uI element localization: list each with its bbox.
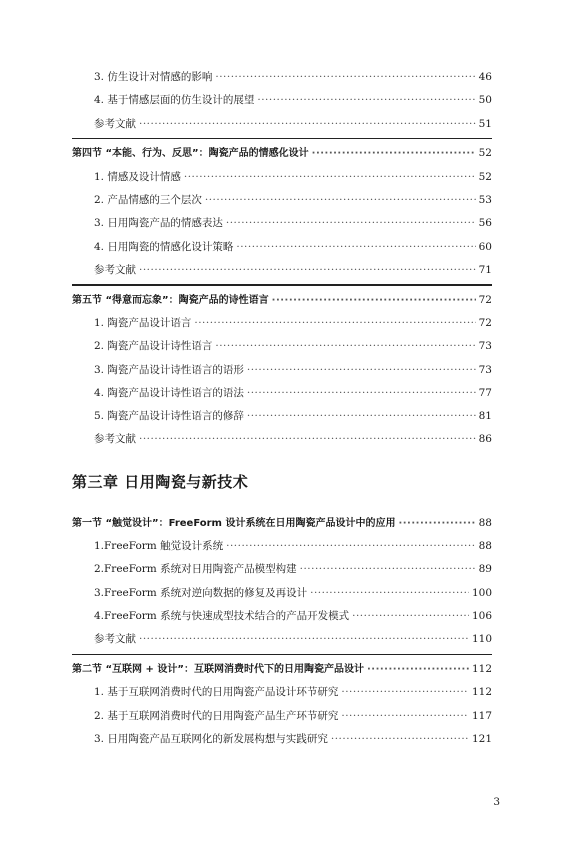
chapter-heading: 第三章 日用陶瓷与新技术 xyxy=(72,472,249,491)
toc-entry xyxy=(72,113,492,136)
toc-entry xyxy=(72,428,492,451)
toc-entry-title: 4.FreeForm 系统与快速成型技术结合的产品开发模式 xyxy=(94,609,350,622)
dot-leader xyxy=(236,236,475,259)
dot-leader xyxy=(247,405,476,428)
toc-page-number: 51 xyxy=(478,117,492,130)
dot-leader xyxy=(226,212,476,235)
toc-page-number: 117 xyxy=(471,709,492,722)
toc-page-number: 60 xyxy=(478,240,492,253)
toc-page-number: 46 xyxy=(478,71,492,83)
page-number: 3 xyxy=(493,796,500,808)
toc-entry xyxy=(72,681,492,704)
toc-entry-title: 第一节 “触觉设计”：FreeForm 设计系统在日用陶瓷产品设计中的应用 xyxy=(72,517,396,529)
toc-page-number: 112 xyxy=(471,686,492,699)
dot-leader xyxy=(194,312,475,335)
toc-entry-title: 4. 基于情感层面的仿生设计的展望 xyxy=(94,94,255,107)
toc-entry-title: 第二节 “互联网 + 设计”：互联网消费时代下的日用陶瓷产品设计 xyxy=(72,664,364,676)
dot-leader xyxy=(139,113,476,136)
toc-section-heading xyxy=(72,658,492,681)
toc-entry xyxy=(72,605,492,628)
toc-entry-title: 4. 陶瓷产品设计诗性语言的语法 xyxy=(94,386,244,399)
dot-leader xyxy=(257,89,475,112)
toc-entry-title: 参考文献 xyxy=(94,263,136,276)
dot-leader xyxy=(367,658,469,681)
toc-entry xyxy=(72,382,492,405)
dot-leader xyxy=(247,382,476,405)
toc-entry-title: 3. 仿生设计对情感的影响 xyxy=(94,71,213,83)
toc-page-number: 100 xyxy=(471,586,492,599)
toc-entry xyxy=(72,728,492,751)
toc-page-number: 52 xyxy=(478,170,492,183)
toc-block-4 xyxy=(72,512,492,652)
toc-section-heading xyxy=(72,142,492,165)
toc-entry-title: 2.FreeForm 系统对日用陶瓷产品模型构建 xyxy=(94,563,297,576)
toc-block-5 xyxy=(72,658,492,751)
dot-leader xyxy=(312,142,476,165)
dot-leader xyxy=(139,628,469,651)
toc-entry-title: 4. 日用陶瓷的情感化设计策略 xyxy=(94,240,234,253)
dot-leader xyxy=(205,189,476,212)
toc-entry-title: 参考文献 xyxy=(94,633,136,646)
toc-entry xyxy=(72,259,492,282)
toc-page-number: 89 xyxy=(478,563,492,576)
toc-entry xyxy=(72,189,492,212)
toc-block-3 xyxy=(72,289,492,452)
toc-section-heading xyxy=(72,289,492,312)
dot-leader xyxy=(215,66,475,89)
toc-entry-title: 1. 陶瓷产品设计语言 xyxy=(94,316,192,329)
dot-leader xyxy=(310,582,469,605)
toc-entry xyxy=(72,236,492,259)
dot-leader xyxy=(184,166,476,189)
toc-entry-title: 参考文献 xyxy=(94,433,136,446)
toc-page-number: 121 xyxy=(471,732,492,745)
toc-page-number: 71 xyxy=(478,263,492,276)
toc-page-number: 72 xyxy=(478,293,492,306)
toc-entry xyxy=(72,359,492,382)
toc-page-number: 77 xyxy=(478,386,492,399)
toc-page-number: 81 xyxy=(478,410,492,423)
toc-page-number: 53 xyxy=(478,193,492,206)
toc-entry xyxy=(72,705,492,728)
toc-entry-title: 1.FreeForm 触觉设计系统 xyxy=(94,540,224,553)
dot-leader xyxy=(272,289,476,312)
toc-page-number: 50 xyxy=(478,94,492,107)
dot-leader xyxy=(331,728,469,751)
toc-block-1 xyxy=(72,66,492,136)
toc-entry xyxy=(72,535,492,558)
dot-leader xyxy=(341,705,469,728)
toc-entry xyxy=(72,582,492,605)
toc-entry xyxy=(72,312,492,335)
toc-entry-title: 3. 陶瓷产品设计诗性语言的语形 xyxy=(94,363,244,376)
dot-leader xyxy=(247,359,476,382)
dot-leader xyxy=(300,558,476,581)
toc-entry-title: 3.FreeForm 系统对逆向数据的修复及再设计 xyxy=(94,586,308,599)
toc-entry-title: 1. 基于互联网消费时代的日用陶瓷产品设计环节研究 xyxy=(94,686,339,699)
toc-entry xyxy=(72,405,492,428)
dot-leader xyxy=(398,512,475,535)
toc-page-number: 72 xyxy=(478,316,492,329)
dot-leader xyxy=(139,428,476,451)
toc-page-number: 112 xyxy=(471,663,492,676)
dot-leader xyxy=(139,259,476,282)
toc-entry-title: 1. 情感及设计情感 xyxy=(94,170,181,183)
toc-page-number: 56 xyxy=(478,217,492,230)
toc-entry xyxy=(72,89,492,112)
toc-entry-title: 3. 日用陶瓷产品的情感表达 xyxy=(94,217,223,230)
dot-leader xyxy=(215,335,475,358)
toc-entry xyxy=(72,558,492,581)
section-divider xyxy=(72,654,492,656)
toc-entry xyxy=(72,166,492,189)
table-of-contents xyxy=(72,66,492,751)
toc-entry xyxy=(72,335,492,358)
toc-entry-title: 2. 陶瓷产品设计诗性语言 xyxy=(94,340,213,353)
section-divider xyxy=(72,284,492,286)
section-divider xyxy=(72,138,492,140)
toc-entry-title: 第四节 “本能、行为、反思”：陶瓷产品的情感化设计 xyxy=(72,148,309,160)
toc-entry xyxy=(72,212,492,235)
dot-leader xyxy=(341,681,469,704)
toc-page-number: 106 xyxy=(471,609,492,622)
toc-entry-title: 2. 基于互联网消费时代的日用陶瓷产品生产环节研究 xyxy=(94,709,339,722)
toc-entry-title: 2. 产品情感的三个层次 xyxy=(94,193,202,206)
toc-entry xyxy=(72,66,492,89)
toc-page-number: 86 xyxy=(478,433,492,446)
toc-page-number: 110 xyxy=(471,633,492,646)
toc-page-number: 73 xyxy=(478,340,492,353)
toc-block-2 xyxy=(72,142,492,282)
toc-page-number: 52 xyxy=(478,147,492,160)
toc-entry-title: 5. 陶瓷产品设计诗性语言的修辞 xyxy=(94,410,244,423)
dot-leader xyxy=(226,535,476,558)
dot-leader xyxy=(352,605,469,628)
toc-entry-title: 第五节 “得意而忘象”：陶瓷产品的诗性语言 xyxy=(72,294,269,306)
toc-page-number: 88 xyxy=(478,540,492,553)
toc-page-number: 73 xyxy=(478,363,492,376)
toc-entry xyxy=(72,628,492,651)
toc-entry-title: 参考文献 xyxy=(94,117,136,130)
toc-entry-title: 3. 日用陶瓷产品互联网化的新发展构想与实践研究 xyxy=(94,732,328,745)
toc-section-heading xyxy=(72,512,492,535)
toc-page-number: 88 xyxy=(478,516,492,529)
